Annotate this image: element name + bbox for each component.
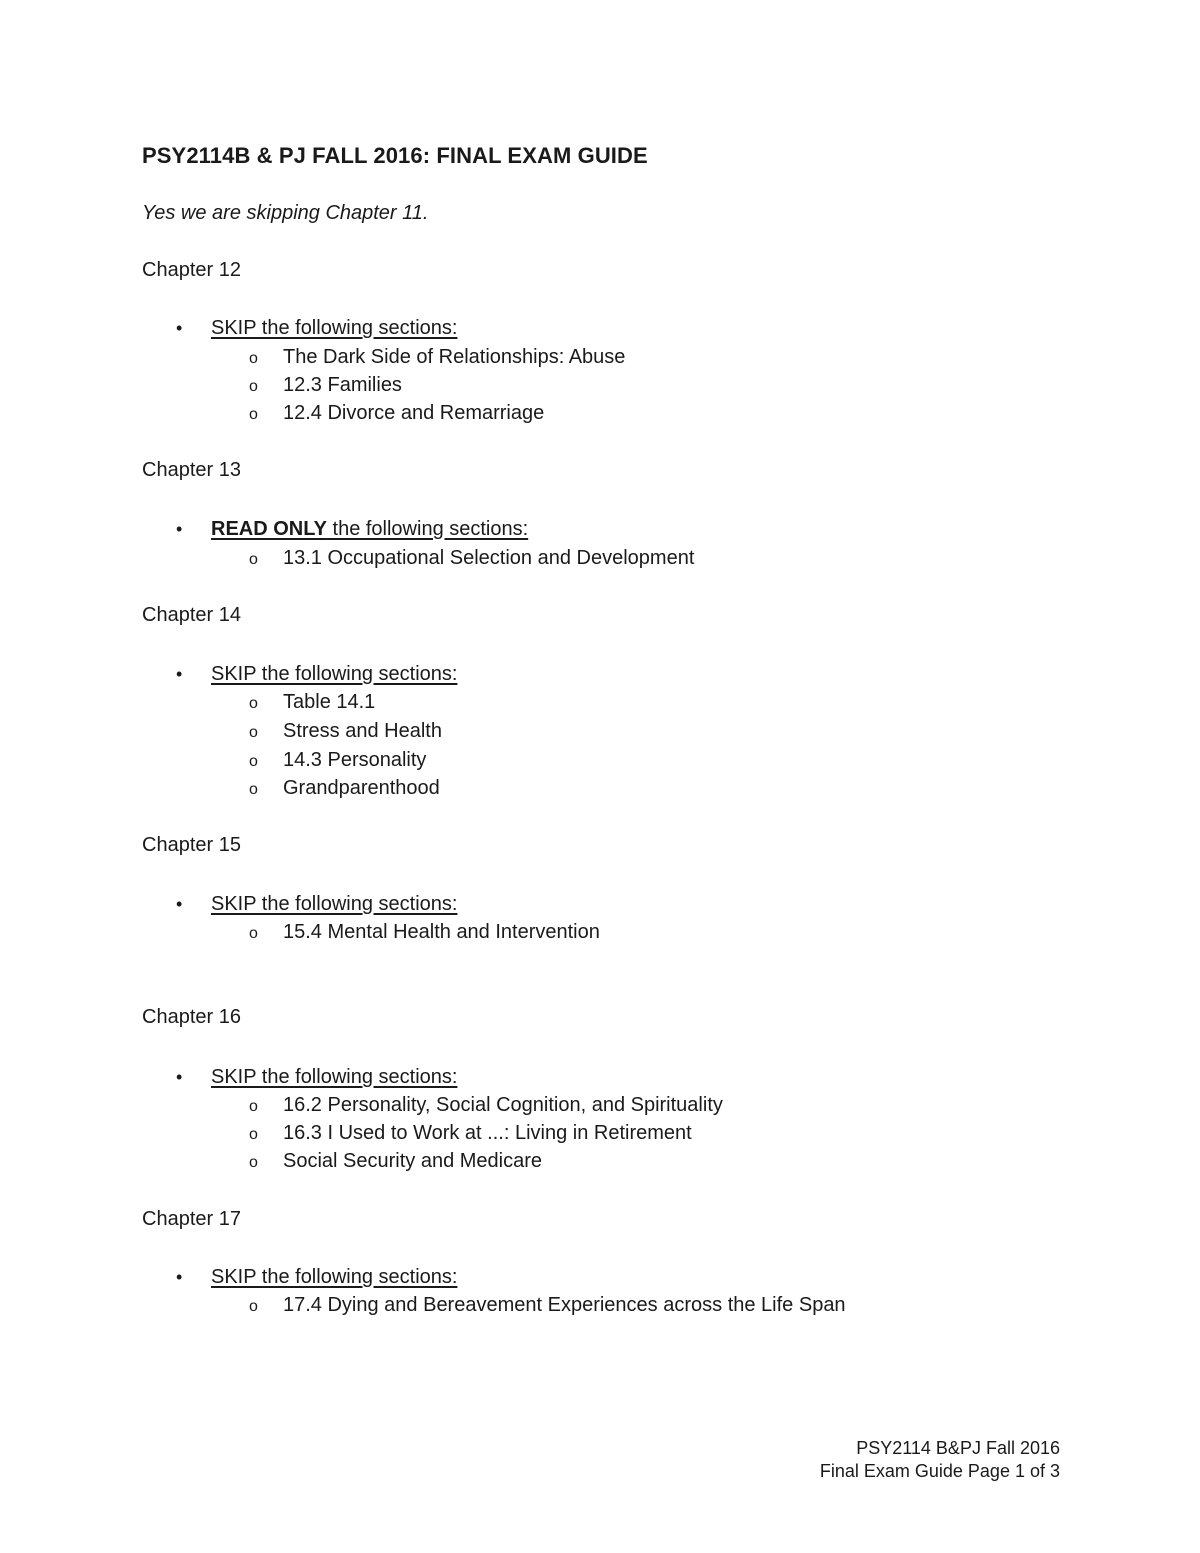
sub-marker: o: [249, 551, 258, 568]
bullet-marker: •: [176, 664, 183, 684]
list-item-text: 12.4 Divorce and Remarriage: [283, 402, 545, 424]
chapter-instruction: [176, 893, 457, 916]
bullet-marker: •: [176, 318, 183, 338]
bullet-marker: •: [176, 894, 183, 914]
chapter-heading: Chapter 12: [142, 259, 241, 281]
sub-marker: o: [249, 695, 258, 712]
chapter-instruction: [176, 317, 457, 340]
list-item: [249, 691, 375, 714]
list-item-text: 17.4 Dying and Bereavement Experiences across the Life Span: [283, 1294, 846, 1316]
instruction-text: SKIP the following sections:: [211, 1066, 458, 1088]
sub-marker: o: [249, 925, 258, 942]
sub-marker: o: [249, 406, 258, 423]
instruction-text: SKIP the following sections:: [211, 317, 458, 339]
list-item: [249, 777, 440, 800]
list-item: [249, 1094, 723, 1117]
list-item-text: 12.3 Families: [283, 374, 402, 396]
sub-marker: o: [249, 753, 258, 770]
list-item: [249, 547, 694, 570]
sub-marker: o: [249, 1154, 258, 1171]
sub-marker: o: [249, 378, 258, 395]
list-item: [249, 749, 426, 772]
list-item: [249, 720, 442, 743]
instruction-text: [211, 518, 528, 540]
list-item-text: Table 14.1: [283, 691, 376, 713]
instruction-text: SKIP the following sections:: [211, 893, 458, 915]
list-item-text: Grandparenthood: [283, 777, 440, 799]
list-item-text: The Dark Side of Relationships: Abuse: [283, 346, 626, 368]
list-item: [249, 1150, 542, 1173]
footer-page-line: Final Exam Guide Page 1 of 3: [819, 1461, 1060, 1481]
bullet-marker: •: [176, 1067, 183, 1087]
bullet-marker: •: [176, 519, 183, 539]
instruction-text: SKIP the following sections:: [211, 663, 458, 685]
chapter-instruction: [176, 518, 528, 541]
footer-course-line: PSY2114 B&PJ Fall 2016: [856, 1438, 1060, 1458]
sub-marker: o: [249, 781, 258, 798]
sub-marker: o: [249, 350, 258, 367]
chapter-heading: Chapter 15: [142, 834, 241, 856]
list-item-text: 16.3 I Used to Work at ...: Living in Retirement: [283, 1122, 692, 1144]
chapter-heading: Chapter 17: [142, 1208, 241, 1230]
sub-marker: o: [249, 1126, 258, 1143]
sub-marker: o: [249, 1298, 258, 1315]
list-item: [249, 921, 600, 944]
list-item-text: 16.2 Personality, Social Cognition, and Spirituality: [283, 1094, 723, 1116]
chapter-instruction: [176, 1066, 457, 1089]
list-item: [249, 402, 544, 425]
list-item: [249, 1122, 692, 1145]
bullet-marker: •: [176, 1267, 183, 1287]
list-item-text: 13.1 Occupational Selection and Development: [283, 547, 695, 569]
chapter-instruction: [176, 1266, 457, 1289]
list-item: [249, 346, 625, 369]
list-item: [249, 374, 402, 397]
instruction-emphasis: READ ONLY: [211, 518, 327, 540]
sub-marker: o: [249, 1098, 258, 1115]
chapter-heading: Chapter 13: [142, 459, 241, 481]
document-title: PSY2114B & PJ FALL 2016: FINAL EXAM GUIDE: [142, 143, 648, 168]
list-item-text: Social Security and Medicare: [283, 1150, 543, 1172]
instruction-rest: the following sections:: [326, 518, 529, 540]
sub-marker: o: [249, 724, 258, 741]
chapter-heading: Chapter 16: [142, 1006, 241, 1028]
chapter-instruction: [176, 663, 457, 686]
list-item-text: 14.3 Personality: [283, 749, 427, 771]
list-item: [249, 1294, 846, 1317]
list-item-text: Stress and Health: [283, 720, 442, 742]
intro-note: Yes we are skipping Chapter 11.: [142, 202, 429, 224]
instruction-text: SKIP the following sections:: [211, 1266, 458, 1288]
list-item-text: 15.4 Mental Health and Intervention: [283, 921, 600, 943]
chapter-heading: Chapter 14: [142, 604, 241, 626]
